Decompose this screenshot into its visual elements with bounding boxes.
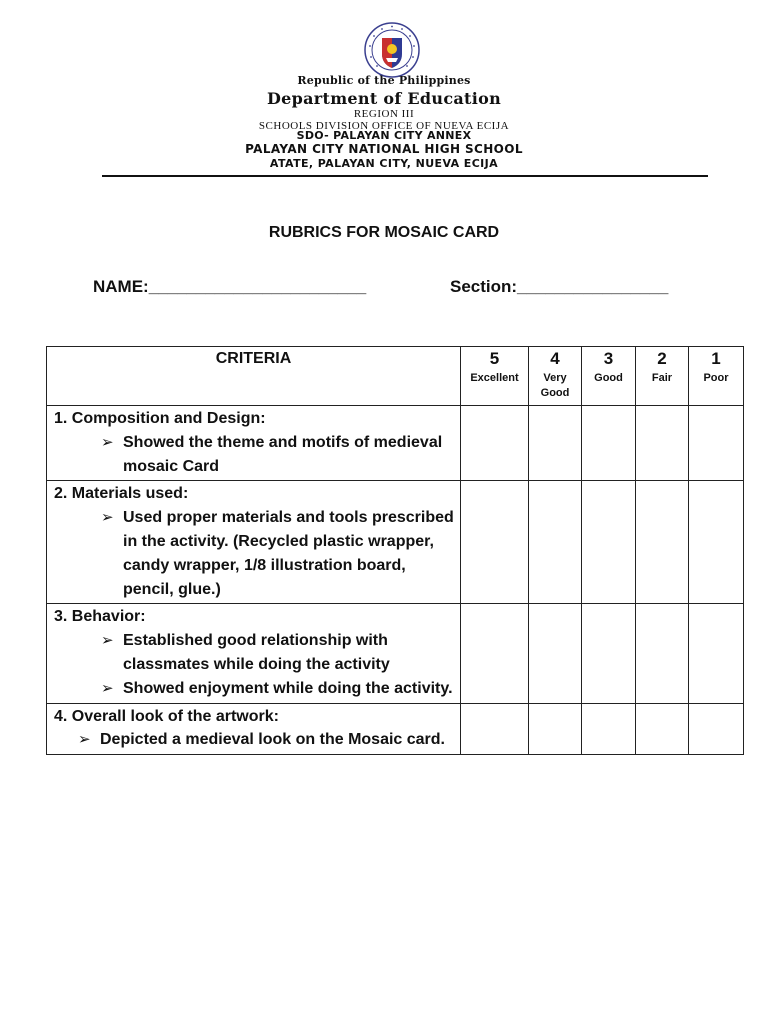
score-cell[interactable] <box>689 604 744 703</box>
score-cell[interactable] <box>529 481 582 604</box>
table-row <box>47 406 744 481</box>
score-label: Poor <box>703 372 729 384</box>
division-text: SCHOOLS DIVISION OFFICE OF NUEVA ECIJA <box>258 120 510 132</box>
score-header-3 <box>582 347 636 406</box>
criteria-cell <box>47 481 461 604</box>
score-cell[interactable] <box>461 703 529 755</box>
score-header-2 <box>636 347 689 406</box>
criterion-bullet <box>54 677 454 701</box>
score-value: 4 <box>550 349 560 368</box>
document-title: RUBRICS FOR MOSAIC CARD <box>268 224 500 241</box>
score-label: Fair <box>651 372 673 384</box>
score-header-4 <box>529 347 582 406</box>
score-cell[interactable] <box>636 406 689 481</box>
criteria-cell <box>47 604 461 703</box>
arrowhead-bullet-icon: ➢ <box>101 509 114 527</box>
name-field: NAME:_______________________ <box>93 277 367 296</box>
criteria-header: CRITERIA <box>47 347 461 406</box>
bullet-text: Depicted a medieval look on the Mosaic card. <box>100 731 445 749</box>
criterion-bullet <box>54 728 454 752</box>
score-cell[interactable] <box>461 604 529 703</box>
criterion-heading: 3. Behavior: <box>54 608 146 626</box>
arrowhead-bullet-icon: ➢ <box>78 731 91 749</box>
score-cell[interactable] <box>461 481 529 604</box>
school-name: PALAYAN CITY NATIONAL HIGH SCHOOL <box>245 142 523 156</box>
score-header-1 <box>689 347 744 406</box>
school-address: ATATE, PALAYAN CITY, NUEVA ECIJA <box>269 157 499 170</box>
rubric-table <box>46 346 744 755</box>
score-cell[interactable] <box>461 406 529 481</box>
score-value: 5 <box>489 349 500 368</box>
bullet-text: Established good relationship with classmates while doing the activity <box>123 632 390 673</box>
score-cell[interactable] <box>529 703 582 755</box>
score-cell[interactable] <box>582 481 636 604</box>
score-label: Very Good <box>540 372 570 399</box>
criterion-bullet <box>54 506 454 601</box>
score-cell[interactable] <box>582 604 636 703</box>
table-header-row <box>47 347 744 406</box>
section-field: Section:________________ <box>450 277 669 296</box>
table-row <box>47 481 744 604</box>
score-cell[interactable] <box>689 481 744 604</box>
header-divider <box>102 175 708 177</box>
sdo-text: SDO- PALAYAN CITY ANNEX <box>296 129 472 142</box>
region-text: REGION III <box>353 108 415 120</box>
republic-text: Republic of the Philippines <box>297 74 471 87</box>
score-cell[interactable] <box>582 406 636 481</box>
bullet-text: Showed the theme and motifs of medieval mosaic Card <box>123 433 443 475</box>
department-name: Department of Education <box>266 89 502 108</box>
score-cell[interactable] <box>636 481 689 604</box>
criterion-heading: 4. Overall look of the artwork: <box>54 707 279 725</box>
bullet-text: Showed enjoyment while doing the activity. <box>123 679 453 697</box>
score-value: 2 <box>657 349 667 368</box>
arrowhead-bullet-icon: ➢ <box>101 433 114 451</box>
score-header-5 <box>461 347 529 406</box>
score-value: 3 <box>603 349 614 368</box>
score-cell[interactable] <box>689 406 744 481</box>
criteria-cell <box>47 406 461 481</box>
score-value: 1 <box>711 349 721 368</box>
score-cell[interactable] <box>636 604 689 703</box>
score-label: Good <box>594 372 623 384</box>
arrowhead-bullet-icon: ➢ <box>101 679 114 697</box>
score-cell[interactable] <box>636 703 689 755</box>
table-row <box>47 703 744 755</box>
criteria-cell <box>47 703 461 755</box>
bullet-text: Used proper materials and tools prescribed in the activity. (Recycled plastic wrapper, candy wrapper, 1/8 illustration board, pencil, glue.) <box>123 509 454 598</box>
score-cell[interactable] <box>689 703 744 755</box>
score-cell[interactable] <box>582 703 636 755</box>
criterion-heading: 2. Materials used: <box>54 485 189 503</box>
deped-seal-icon <box>364 22 420 78</box>
criterion-heading: 1. Composition and Design: <box>54 410 266 427</box>
table-row <box>47 604 744 703</box>
criterion-bullet <box>54 431 454 479</box>
letterhead <box>0 0 768 180</box>
score-label: Excellent <box>470 372 519 384</box>
score-cell[interactable] <box>529 604 582 703</box>
criterion-bullet <box>54 629 454 677</box>
score-cell[interactable] <box>529 406 582 481</box>
arrowhead-bullet-icon: ➢ <box>101 632 114 650</box>
